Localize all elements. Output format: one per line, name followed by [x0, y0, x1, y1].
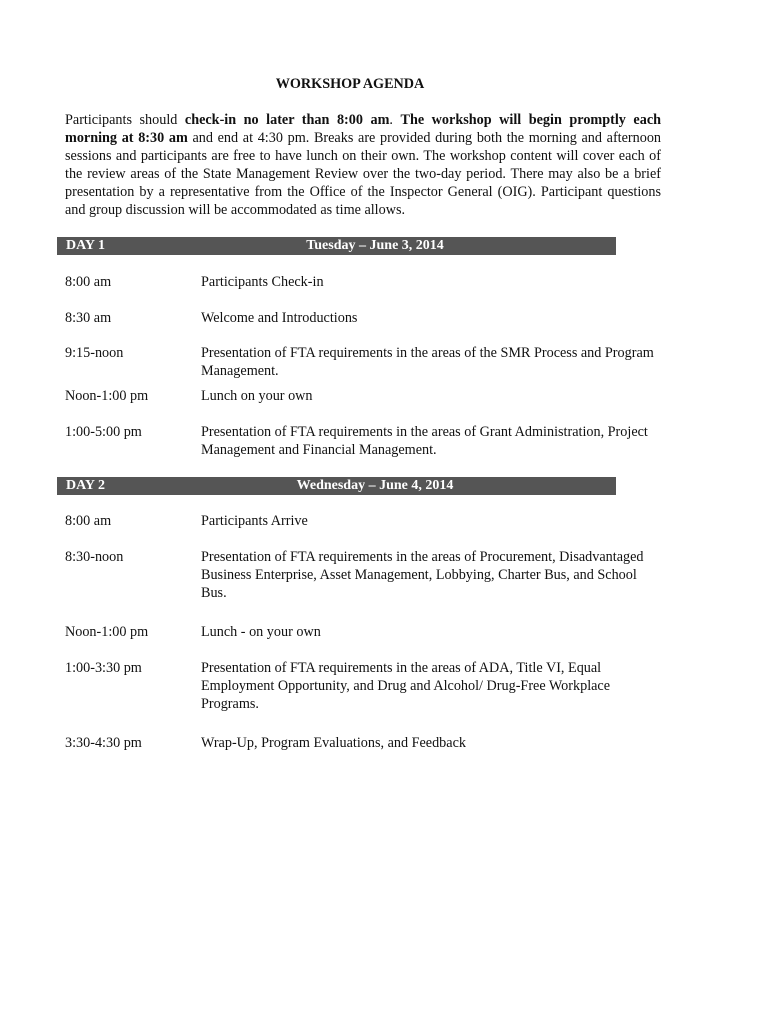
day1-header-bar — [57, 237, 616, 255]
agenda-description: Participants Arrive — [201, 513, 308, 529]
document-title: WORKSHOP AGENDA — [275, 76, 425, 92]
intro-text-2: . — [389, 112, 401, 128]
agenda-description: Welcome and Introductions — [201, 310, 358, 326]
intro-text-3: and end at 4:30 pm. Breaks are provided during both the morning and afternoon sessions and participants are free to have lunch on their own. The workshop content will cover each of the review areas of the State Management Review over the two-day period. There may also be a brief presentation by a representative from the Office of the Inspector General (OIG). Participant questions and group discussion will be accommodated as time allows. — [65, 130, 662, 218]
agenda-description: Presentation of FTA requirements in the areas of the SMR Process and Program Management. — [201, 345, 654, 379]
agenda-time: 8:30-noon — [65, 549, 124, 565]
agenda-description: Participants Check-in — [201, 274, 324, 290]
agenda-time: 3:30-4:30 pm — [65, 735, 142, 751]
agenda-description: Wrap-Up, Program Evaluations, and Feedback — [201, 735, 466, 751]
agenda-time: 8:00 am — [65, 513, 112, 529]
agenda-time: 1:00-5:00 pm — [65, 424, 142, 440]
intro-paragraph — [65, 111, 661, 219]
day2-header-bar — [57, 477, 616, 495]
agenda-time: 8:00 am — [65, 274, 112, 290]
day2-label: DAY 2 — [66, 478, 106, 493]
intro-bold-start: The workshop will begin promptly each morning at 8:30 am — [65, 112, 662, 146]
agenda-time: 9:15-noon — [65, 345, 124, 361]
agenda-description: Lunch on your own — [201, 388, 313, 404]
agenda-description: Presentation of FTA requirements in the areas of Grant Administration, Project Management and Financial Management. — [201, 424, 648, 458]
agenda-description: Lunch - on your own — [201, 624, 321, 640]
agenda-time: Noon-1:00 pm — [65, 624, 149, 640]
agenda-description: Presentation of FTA requirements in the areas of ADA, Title VI, Equal Employment Opportunity, and Drug and Alcohol/ Drug-Free Workplace Programs. — [201, 660, 611, 712]
agenda-time: Noon-1:00 pm — [65, 388, 149, 404]
day1-label: DAY 1 — [66, 238, 106, 253]
agenda-description: Presentation of FTA requirements in the areas of Procurement, Disadvantaged Business Enterprise, Asset Management, Lobbying, Charter Bus, and School Bus. — [201, 549, 644, 601]
day1-date: Tuesday – June 3, 2014 — [306, 238, 444, 253]
agenda-time: 1:00-3:30 pm — [65, 660, 142, 676]
agenda-time: 8:30 am — [65, 310, 112, 326]
intro-text-1: Participants should — [65, 112, 185, 128]
intro-bold-checkin: check-in no later than 8:00 am — [184, 112, 390, 128]
day2-date: Wednesday – June 4, 2014 — [296, 478, 454, 493]
